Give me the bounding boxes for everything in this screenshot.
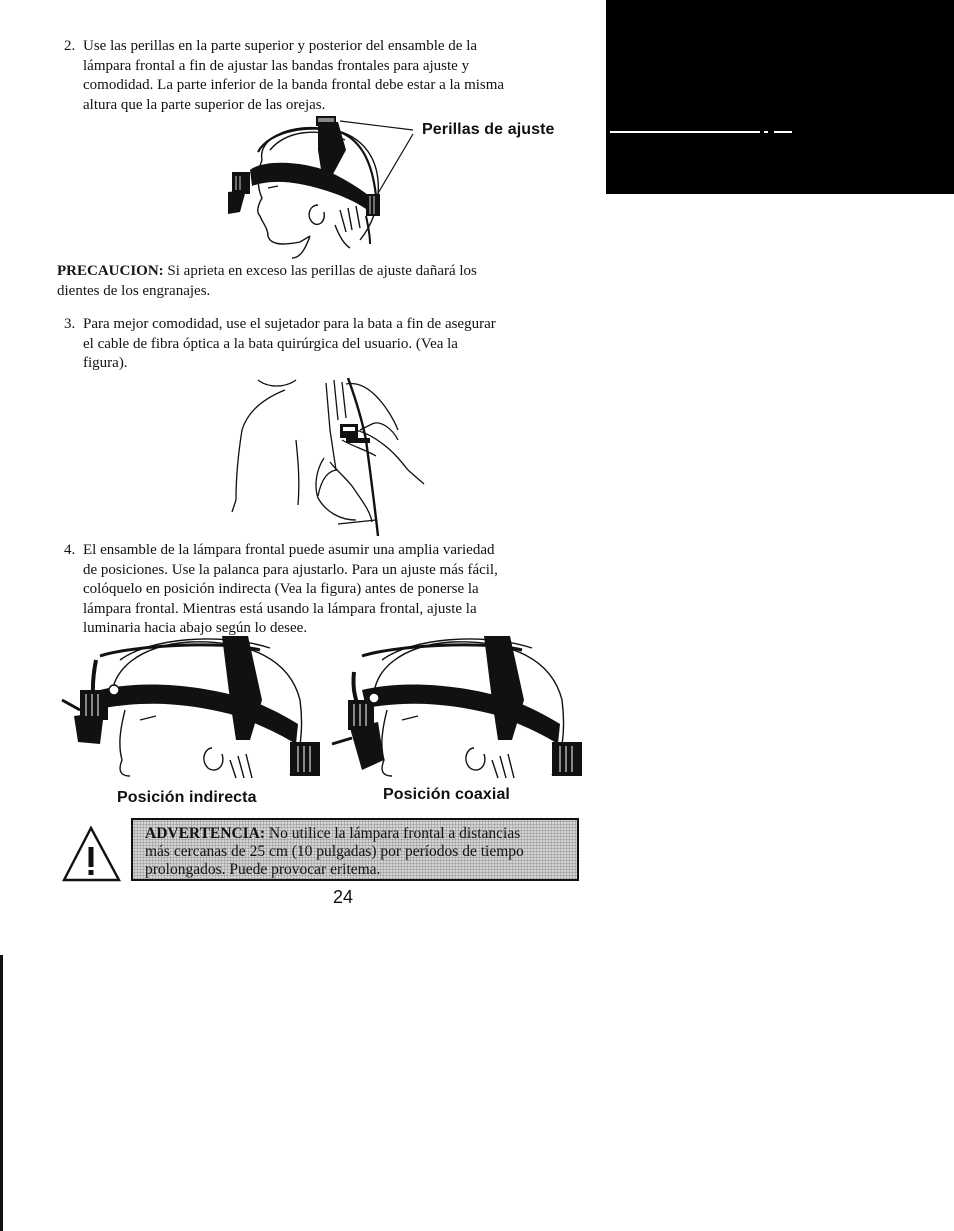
knobs-callout-label: Perillas de ajuste [422, 121, 555, 138]
warning-text [145, 825, 577, 879]
caution-text: Si aprieta en exceso las perillas de ajuste dañará los [163, 263, 477, 279]
step-line: comodidad. La parte inferior de la banda frontal debe estar a la misma [83, 77, 505, 93]
step-line: lámpara frontal. Mientras está usando la lámpara frontal, ajuste la [83, 600, 477, 617]
caution-text-2: dientes de los engranajes. [57, 282, 211, 299]
step-line: Use las perillas en la parte superior y posterior del ensamble de la [83, 38, 478, 54]
step-line: el cable de fibra óptica a la bata quirúrgica del usuario. (Vea la [83, 335, 458, 352]
step-number: 4. [64, 542, 76, 558]
caption-coaxial: Posición coaxial [383, 786, 510, 803]
warning-line-3: prolongados. Puede provocar eritema. [145, 861, 381, 878]
warning-line-2: más cercanas de 25 cm (10 pulgadas) por períodos de tiempo [145, 843, 524, 860]
caution-paragraph [57, 262, 577, 301]
warning-line-1: No utilice la lámpara frontal a distancias [265, 825, 521, 842]
tab-rule [610, 131, 760, 133]
tab-rule-dot [764, 131, 768, 133]
step-number: 2. [64, 38, 76, 54]
step-line: colóquelo en posición indirecta (Vea la figura) antes de ponerse la [83, 581, 479, 597]
tab-rule-short [774, 131, 792, 133]
scan-edge [0, 955, 3, 1231]
section-tab [606, 0, 954, 194]
step-3 [64, 315, 584, 375]
step-line: altura que la parte superior de las orejas. [83, 96, 326, 113]
warning-triangle-icon [62, 826, 122, 884]
caution-label: PRECAUCION: [57, 263, 164, 279]
warning-box [131, 818, 579, 881]
step-line: figura). [83, 355, 128, 371]
step-line: Para mejor comodidad, use el sujetador para la bata a fin de asegurar [83, 316, 496, 332]
warning-label: ADVERTENCIA: [145, 825, 266, 842]
step-4 [64, 541, 584, 641]
step-line: lámpara frontal a fin de ajustar las bandas frontales para ajuste y [83, 57, 470, 74]
step-line: de posiciones. Use la palanca para ajustarlo. Para un ajuste más fácil, [83, 561, 498, 578]
step-number: 3. [64, 316, 76, 332]
step-2 [64, 37, 584, 117]
step-line: luminaria hacia abajo según lo desee. [83, 620, 308, 636]
caption-indirect: Posición indirecta [117, 789, 257, 806]
step-line: El ensamble de la lámpara frontal puede asumir una amplia variedad [83, 542, 495, 558]
page-number: 24 [333, 887, 354, 907]
